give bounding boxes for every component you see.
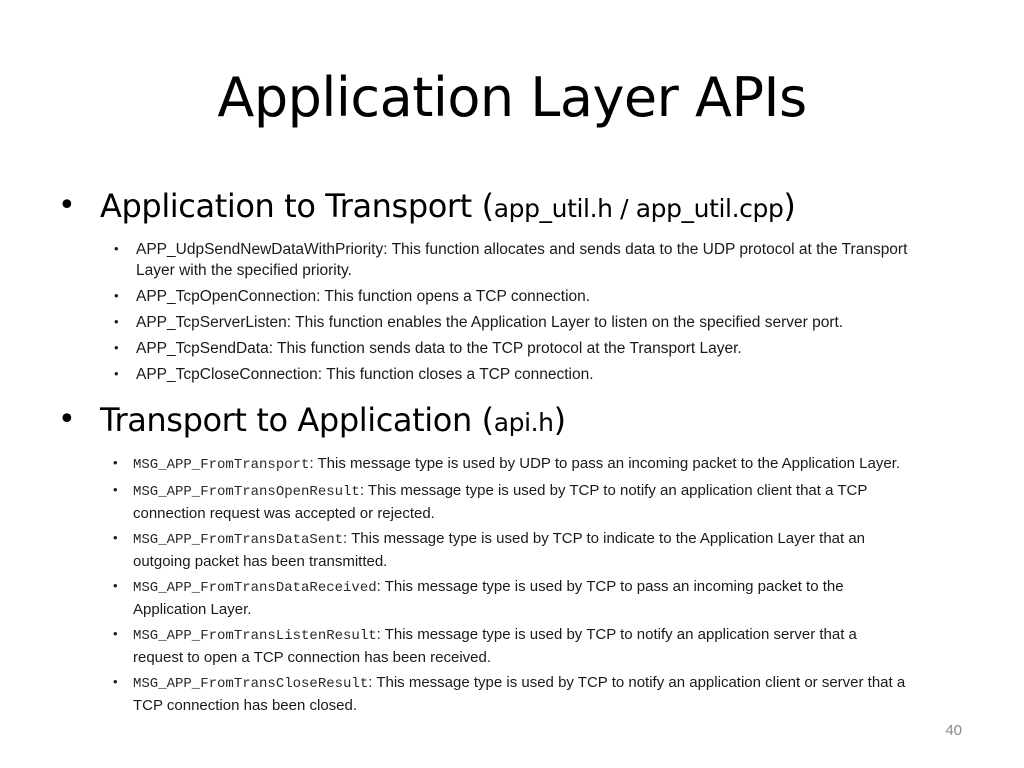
bullet-icon: • [113, 674, 118, 689]
message-type-description: : This message type is used by TCP to pass an incoming packet to the Application Layer. [133, 578, 844, 618]
message-type-description: : This message type is used by TCP to notify an application client or server that a TCP connection has been closed. [133, 674, 906, 714]
list-item [0, 624, 908, 668]
message-type-name: MSG_APP_FromTransport [133, 457, 310, 473]
message-type-description: : This message type is used by TCP to notify an application server that a request to open a TCP connection has been received. [133, 626, 857, 666]
list-item-text: APP_TcpSendData: This function sends data to the TCP protocol at the Transport Layer. [136, 340, 742, 357]
bullet-icon: • [113, 578, 118, 593]
message-type-description: : This message type is used by UDP to pass an incoming packet to the Application Layer. [309, 455, 901, 472]
bullet-icon: • [114, 241, 119, 256]
list-item-text: APP_UdpSendNewDataWithPriority: This function allocates and sends data to the UDP protocol at the Transport Layer with the specified priority. [136, 241, 908, 279]
function-list [0, 239, 1024, 385]
message-type-description: : This message type is used by TCP to indicate to the Application Layer that an outgoing packet has been transmitted. [133, 530, 866, 570]
list-item [0, 286, 926, 307]
section-heading-files: app_util.h / app_util.cpp [493, 194, 784, 223]
list-item [0, 576, 908, 620]
bullet-icon: • [114, 366, 119, 381]
message-type-name: MSG_APP_FromTransDataReceived [133, 580, 377, 596]
bullet-icon: • [114, 314, 119, 329]
bullet-icon: • [113, 455, 118, 470]
bullet-icon: • [113, 530, 118, 545]
list-item [0, 528, 908, 572]
section-heading-files: api.h [493, 408, 554, 437]
bullet-icon: • [113, 482, 118, 497]
list-item [0, 338, 926, 359]
list-item [0, 364, 926, 385]
list-item-text: APP_TcpServerListen: This function enables the Application Layer to listen on the specified server port. [136, 314, 844, 331]
list-item [0, 480, 908, 524]
section-heading-close: ) [553, 401, 566, 439]
list-item [0, 312, 926, 333]
bullet-icon: • [58, 402, 76, 437]
message-type-description: : This message type is used by TCP to notify an application client that a TCP connection request was accepted or rejected. [133, 482, 868, 522]
section-heading-close: ) [783, 187, 796, 225]
section-heading-text: Application to Transport ( [100, 187, 494, 225]
bullet-icon: • [114, 340, 119, 355]
list-item-text: APP_TcpOpenConnection: This function opens a TCP connection. [136, 288, 591, 305]
section-heading [0, 398, 1024, 445]
message-type-list [0, 453, 1024, 716]
bullet-icon: • [58, 188, 76, 223]
bullet-icon: • [114, 288, 119, 303]
section-application-to-transport [0, 184, 1024, 390]
section-heading-text: Transport to Application ( [100, 401, 494, 439]
message-type-name: MSG_APP_FromTransListenResult [133, 628, 377, 644]
list-item [0, 672, 908, 716]
message-type-name: MSG_APP_FromTransDataSent [133, 532, 344, 548]
message-type-name: MSG_APP_FromTransOpenResult [133, 484, 360, 500]
list-item [0, 453, 908, 476]
list-item-text: APP_TcpCloseConnection: This function closes a TCP connection. [136, 366, 594, 383]
message-type-name: MSG_APP_FromTransCloseResult [133, 676, 369, 692]
bullet-icon: • [113, 626, 118, 641]
section-transport-to-application [0, 398, 1024, 720]
section-heading [0, 184, 1024, 231]
page-number: 40 [945, 722, 962, 739]
list-item [0, 239, 926, 281]
slide-title: Application Layer APIs [217, 66, 807, 129]
